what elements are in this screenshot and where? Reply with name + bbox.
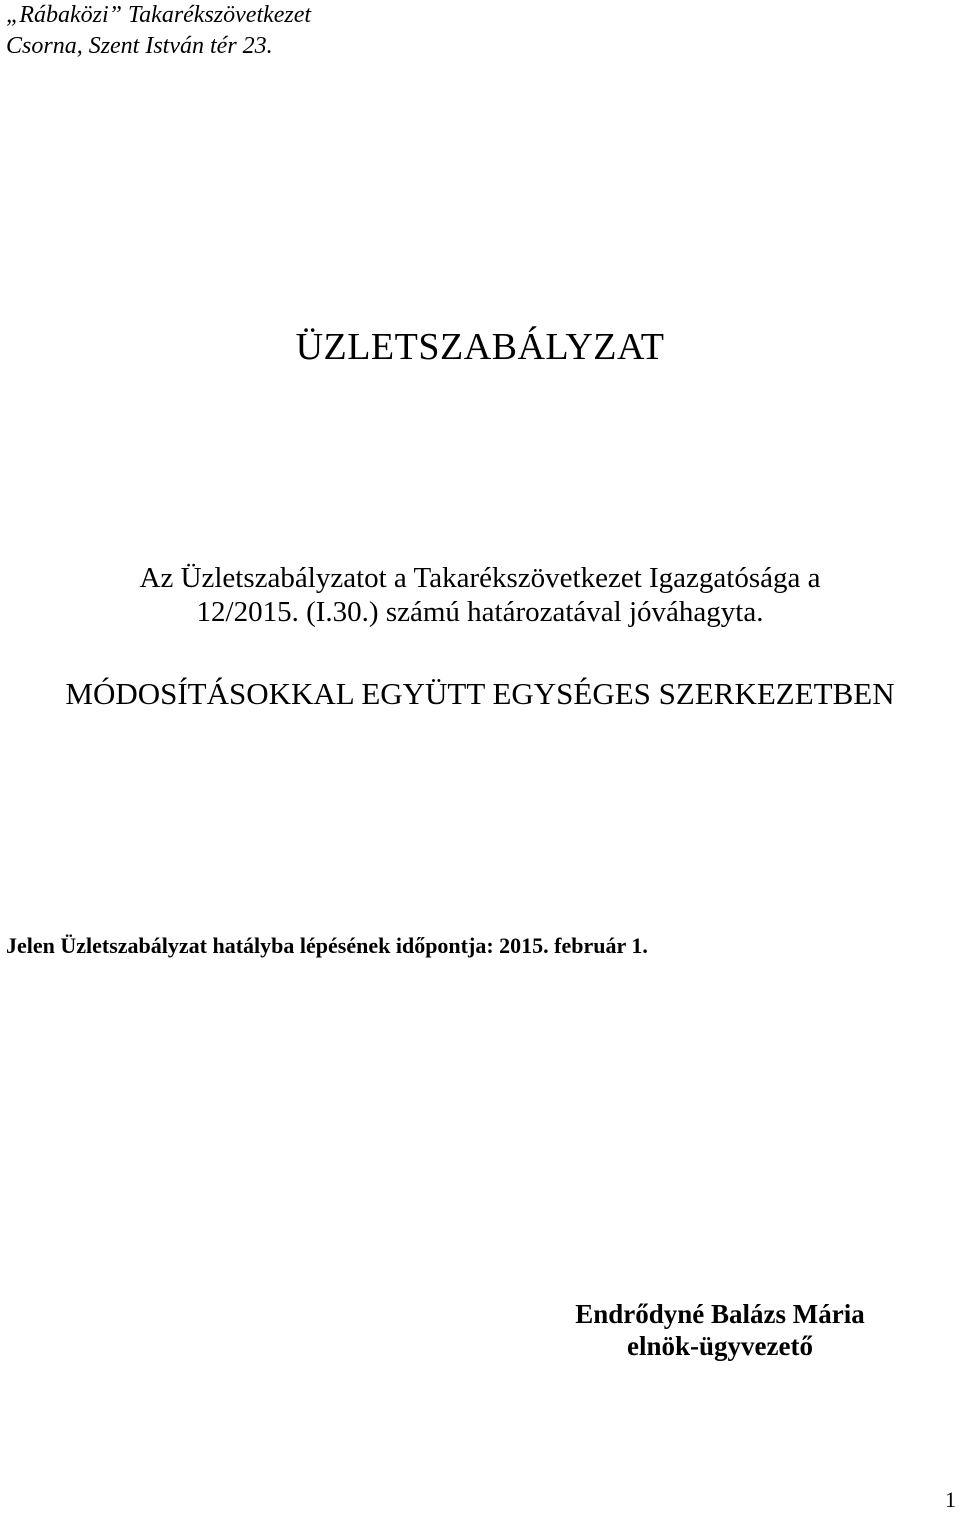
approval-statement <box>0 561 960 629</box>
page-number: 1 <box>945 1487 956 1512</box>
document-header <box>6 0 311 62</box>
institution-name: „Rábaközi” Takarékszövetkezet <box>6 2 312 28</box>
signature-block <box>520 1298 920 1362</box>
institution-address: Csorna, Szent István tér 23. <box>6 33 273 59</box>
signatory-role: elnök-ügyvezető <box>627 1331 813 1361</box>
consolidated-version-note: MÓDOSÍTÁSOKKAL EGYÜTT EGYSÉGES SZERKEZETBEN <box>65 676 895 711</box>
document-title: ÜZLETSZABÁLYZAT <box>295 326 665 368</box>
effective-date-statement: Jelen Üzletszabályzat hatályba lépésének időpontja: 2015. február 1. <box>6 933 648 958</box>
approval-line-1: Az Üzletszabályzatot a Takarékszövetkezet Igazgatósága a <box>139 562 821 594</box>
approval-line-2: 12/2015. (I.30.) számú határozatával jóváhagyta. <box>196 596 764 628</box>
signatory-name: Endrődyné Balázs Mária <box>575 1299 865 1329</box>
